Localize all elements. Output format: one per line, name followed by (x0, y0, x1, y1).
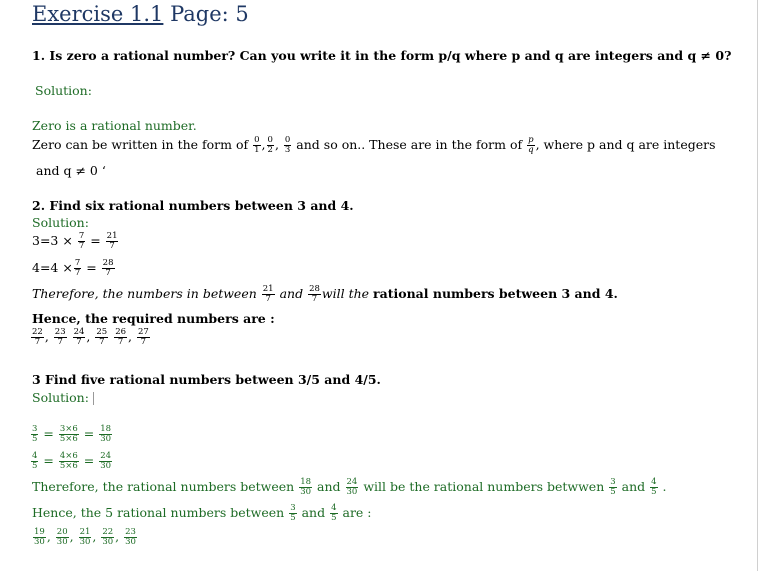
fraction: $\frac{18}{30}$ (100, 424, 112, 444)
fraction: $\frac{0}{1}$ (254, 135, 260, 155)
q2-solution-label: Solution: (32, 215, 89, 230)
fraction: $\frac{21}{7}$ (106, 231, 118, 251)
fraction: $\frac{4\times 6}{5\times 6}$ (59, 451, 78, 471)
q2-equation-1: 3=3 × $\frac{7}{7}$ = $\frac{21}{7}$ (32, 231, 118, 251)
q3-solution-label: Solution: (32, 390, 94, 405)
fraction: $\frac{3}{5}$ (290, 503, 296, 523)
page-number: Page: 5 (170, 2, 249, 26)
exercise-link[interactable]: Exercise 1.1 (32, 2, 164, 26)
fraction: $\frac{7}{7}$ (74, 258, 81, 278)
answer-fraction: $\frac{26}{7}$ (115, 327, 127, 347)
q2-therefore-line (32, 285, 618, 304)
question-3: 3 Find five rational numbers between 3/5 and 4/5. (32, 372, 381, 387)
hence-prefix: Hence, the 5 rational numbers between (32, 505, 285, 520)
fraction: $\frac{18}{30}$ (300, 477, 312, 497)
answer-fraction: $\frac{22}{30}$ (102, 527, 114, 547)
page-edge (757, 0, 758, 571)
q1-line-1: Zero is a rational number. (32, 118, 197, 133)
answer-fraction: $\frac{23}{30}$ (125, 527, 136, 547)
answer-fraction: $\frac{27}{7}$ (137, 327, 149, 347)
answer-fraction: $\frac{20}{30}$ (56, 527, 68, 547)
q2-hence: Hence, the required numbers are : (32, 311, 275, 326)
will-italic: will the (321, 286, 370, 301)
answer-fraction: $\frac{23}{7}$ (54, 327, 66, 347)
q1-line-3: and q ≠ 0 ‘ (36, 163, 106, 178)
text-cursor (93, 392, 94, 405)
answer-fraction: $\frac{24}{7}$ (73, 327, 85, 347)
therefore-bold: rational numbers between 3 and 4. (373, 286, 618, 301)
fraction: $\frac{0}{2}$ (267, 135, 273, 155)
q1-line-2: Zero can be written in the form of $\frac{0}{1}$ , $\frac{0}{2}$ , $\frac{0}{3}$ and so on.. These are in the form of $\frac{p}{q}$ , where p and q are integers (32, 135, 716, 155)
question-1: 1. Is zero a rational number? Can you write it in the form p/q where p and q are integers and q ≠ 0? (32, 48, 732, 63)
fraction: $\frac{3}{5}$ (610, 477, 616, 497)
fraction: $\frac{24}{30}$ (100, 451, 112, 471)
q3-answers: $\frac{19}{30}$ , $\frac{20}{30}$ , $\frac{21}{30}$ , $\frac{22}{30}$ , $\frac{23}{30}$ (34, 527, 136, 547)
fraction: $\frac{24}{30}$ (346, 477, 358, 497)
page-title (32, 2, 249, 26)
q3-hence-line: Hence, the 5 rational numbers between $\frac{3}{5}$ and $\frac{4}{5}$ are : (32, 503, 372, 523)
eq1-lhs: 3=3 × (32, 233, 73, 248)
answer-fraction: $\frac{21}{30}$ (79, 527, 91, 547)
question-2: 2. Find six rational numbers between 3 and 4. (32, 198, 354, 213)
fraction-pq: $\frac{p}{q}$ (528, 135, 534, 155)
therefore-italic: Therefore, the numbers in between (32, 286, 257, 301)
eq2-lhs: 4=4 × (32, 260, 73, 275)
fraction: $\frac{3}{5}$ (32, 424, 38, 444)
answer-fraction: $\frac{25}{7}$ (96, 327, 108, 347)
fraction: $\frac{21}{7}$ (262, 284, 274, 304)
fraction: $\frac{3\times 6}{5\times 6}$ (59, 424, 78, 444)
q3-therefore-line: Therefore, the rational numbers between $\frac{18}{30}$ and $\frac{24}{30}$ will be the rational numbers betwwen $\frac{3}{5}$ and $\frac{4}{5}$ . (32, 477, 667, 497)
q3-row-2: $\frac{4}{5}$ = $\frac{4\times 6}{5\times 6}$ = $\frac{24}{30}$ (32, 451, 112, 471)
q3-row-1: $\frac{3}{5}$ = $\frac{3\times 6}{5\times 6}$ = $\frac{18}{30}$ (32, 424, 112, 444)
fraction: $\frac{4}{5}$ (32, 451, 38, 471)
q2-answers: $\frac{22}{7}$ , $\frac{23}{7}$ $\frac{24}{7}$ , $\frac{25}{7}$ $\frac{26}{7}$ , $\frac{27}{7}$ (32, 327, 149, 347)
q1-solution-label: Solution: (35, 83, 92, 98)
fraction: $\frac{7}{7}$ (78, 231, 85, 251)
therefore-prefix: Therefore, the rational numbers between (32, 479, 295, 494)
and-italic: and (279, 286, 304, 301)
answer-fraction: $\frac{19}{30}$ (34, 527, 45, 547)
fraction: $\frac{4}{5}$ (651, 477, 657, 497)
fraction: $\frac{4}{5}$ (331, 503, 337, 523)
answer-fraction: $\frac{22}{7}$ (32, 327, 43, 347)
therefore-mid: will be the rational numbers betwwen (363, 479, 605, 494)
q1-line2-suffix: , where p and q are integers (535, 137, 716, 152)
fraction: $\frac{28}{7}$ (309, 284, 320, 304)
fraction: $\frac{28}{7}$ (102, 258, 114, 278)
q2-equation-2: 4=4 × $\frac{7}{7}$ = $\frac{28}{7}$ (32, 258, 114, 278)
fraction: $\frac{0}{3}$ (284, 135, 291, 155)
q1-line2-mid: and so on.. These are in the form of (296, 137, 523, 152)
q1-line2-prefix: Zero can be written in the form of (32, 137, 249, 152)
